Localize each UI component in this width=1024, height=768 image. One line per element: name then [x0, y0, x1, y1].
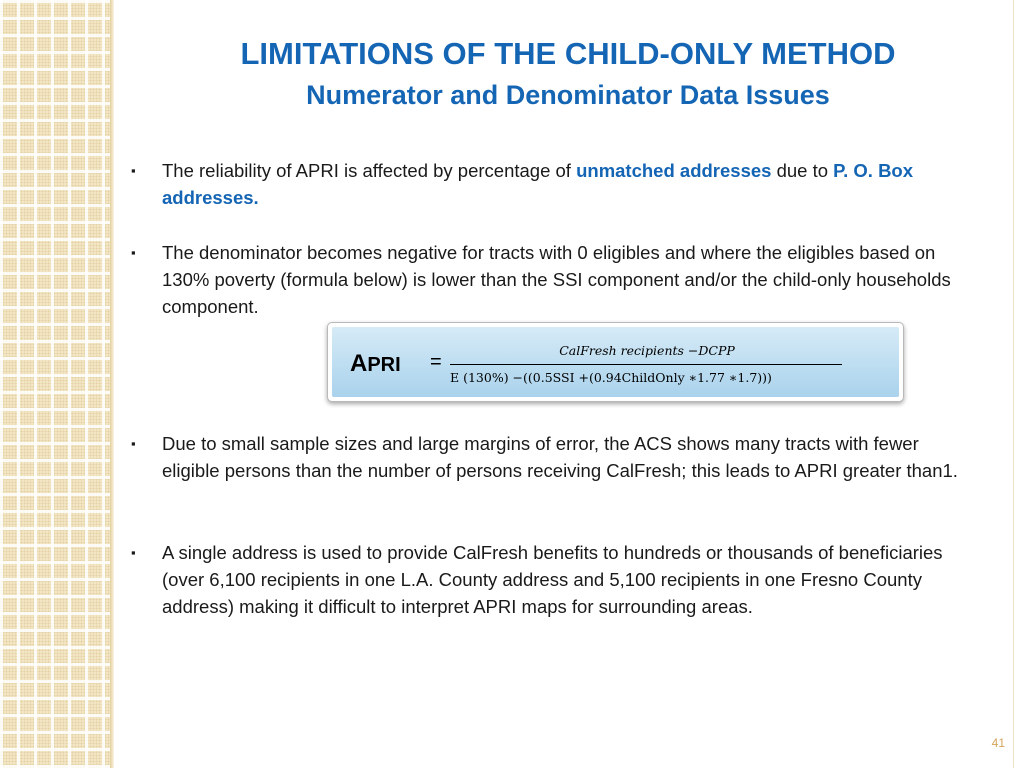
formula-numerator: CalFresh recipients −DCPP: [559, 343, 735, 358]
tile-strip-edge: [110, 0, 114, 768]
bullet-item-2: [131, 239, 971, 321]
apri-formula-box: [327, 322, 904, 402]
fraction-bar: [450, 364, 842, 365]
apri-label: APRI: [350, 350, 401, 377]
equals-sign: =: [430, 351, 442, 373]
formula-background: [332, 327, 899, 397]
decorative-tile-strip: [0, 0, 110, 768]
right-border-rule: [1013, 0, 1014, 768]
bullet-text: A single address is used to provide CalFresh benefits to hundreds or thousands of beneficiaries (over 6,100 recipients in one L.A. County address and 5,100 recipients in one Fresno County address) making it difficult to interpret APRI maps for surrounding areas.: [162, 542, 943, 617]
slide-title: LIMITATIONS OF THE CHILD-ONLY METHOD: [240, 36, 896, 71]
highlight-po-box-addresses: P. O. Box addresses.: [162, 160, 914, 208]
bullet-text: The denominator becomes negative for tracts with 0 eligibles and where the eligibles based on 130% poverty (formula below) is lower than the SSI component and/or the child-only households component.: [162, 242, 951, 317]
bullet-marker: ▪: [131, 545, 136, 560]
bullet-text-part: The reliability of APRI is affected by percentage of: [162, 160, 577, 181]
bullet-marker: ▪: [131, 436, 136, 451]
slide-subtitle: Numerator and Denominator Data Issues: [306, 80, 830, 110]
bullet-item-3: [131, 430, 971, 512]
bullet-text: [162, 157, 974, 211]
bullet-text-part: due to: [771, 160, 834, 181]
bullet-item-4: [131, 539, 971, 649]
bullet-text: Due to small sample sizes and large margins of error, the ACS shows many tracts with fewer eligible persons than the number of persons receiving CalFresh; this leads to APRI greater than1.: [162, 433, 958, 481]
highlight-unmatched-addresses: unmatched addresses: [576, 160, 772, 181]
formula-denominator: E (130%) −((0.5SSI +(0.94ChildOnly ∗1.77 ∗1.7))): [450, 370, 772, 385]
bullet-marker: ▪: [131, 245, 136, 260]
bullet-item-1: [131, 157, 971, 213]
page-number: 41: [991, 736, 1005, 750]
bullet-marker: ▪: [131, 163, 136, 178]
